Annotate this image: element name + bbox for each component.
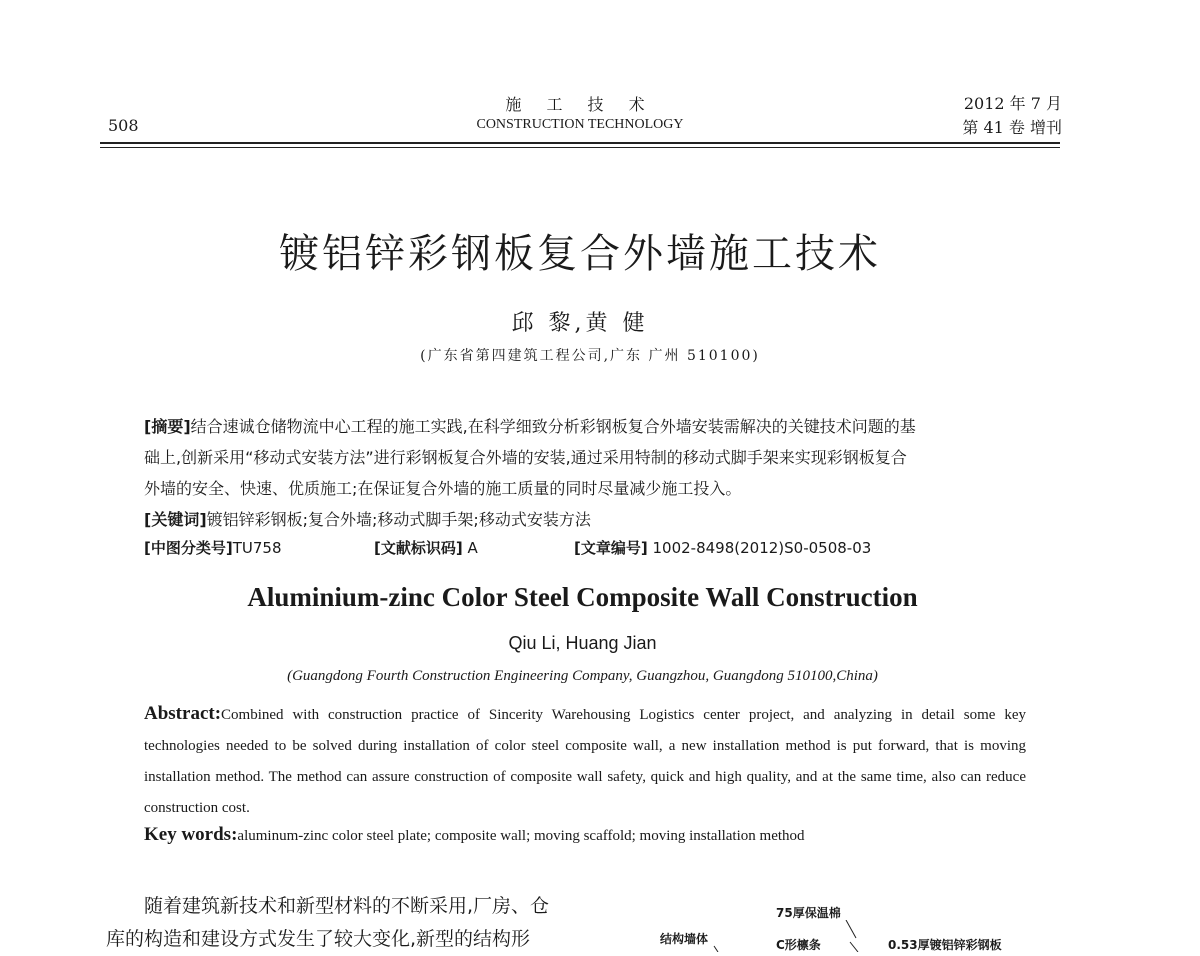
keywords-label-cn: [关键词] <box>144 510 207 529</box>
abstract-cn-text: 结合速诚仓储物流中心工程的施工实践,在科学细致分析彩钢板复合外墙安装需解决的关键技术问题的基 <box>190 417 916 436</box>
doc-code-value: A <box>467 539 478 557</box>
figure-label-wall: 结构墙体 <box>660 932 709 946</box>
keywords-cn <box>144 504 1034 535</box>
leader-line <box>850 942 858 952</box>
header-rule <box>100 142 1060 144</box>
figure-label-plate: 0.53厚镀铝锌彩钢板 <box>888 938 1002 952</box>
figure-label-purlin: C形檩条 <box>776 938 821 952</box>
abstract-label-en: Abstract: <box>144 703 222 724</box>
body-text <box>106 890 576 956</box>
doc-code-label: [文献标识码] <box>374 539 463 557</box>
authors-en: Qiu Li, Huang Jian <box>508 633 657 653</box>
abstract-cn-line <box>144 411 1034 442</box>
article-title-cn: 镀铝锌彩钢板复合外墙施工技术 <box>279 231 881 277</box>
header-rule-thin <box>100 147 1060 148</box>
doc-code <box>374 537 574 558</box>
body-line: 库的构造和建设方式发生了较大变化,新型的结构形 <box>106 928 531 950</box>
authors-cn: 邱 黎,黄 健 <box>511 311 649 336</box>
journal-name-cn: 施 工 技 术 <box>505 95 655 114</box>
journal-header <box>460 92 700 133</box>
issue-info <box>932 92 1062 140</box>
journal-name-en: CONSTRUCTION TECHNOLOGY <box>476 117 684 132</box>
class-number <box>144 537 374 558</box>
class-value: TU758 <box>232 539 282 557</box>
classification-row <box>144 537 871 558</box>
abstract-cn-line: 外墙的安全、快速、优质施工;在保证复合外墙的施工质量的同时尽量减少施工投入。 <box>144 479 742 498</box>
figure-leader-lines <box>700 920 880 952</box>
leader-line <box>846 920 856 938</box>
affiliation-en: (Guangdong Fourth Construction Engineering Company, Guangzhou, Guangdong 510100,China) <box>287 668 878 684</box>
article-number <box>574 537 871 558</box>
article-no-label: [文章编号] <box>574 539 648 557</box>
keywords-en-text: aluminum-zinc color steel plate; composite wall; moving scaffold; moving installation method <box>237 828 805 844</box>
keywords-en <box>144 824 805 846</box>
keywords-cn-text: 镀铝锌彩钢板;复合外墙;移动式脚手架;移动式安装方法 <box>206 510 591 529</box>
issue-volume: 第 41 卷 增刊 <box>962 118 1062 137</box>
body-line: 随着建筑新技术和新型材料的不断采用,厂房、仓 <box>144 895 550 917</box>
abstract-en <box>144 698 1026 824</box>
issue-date: 2012 年 7 月 <box>963 94 1062 113</box>
figure-label-insulation: 75厚保温棉 <box>776 906 841 920</box>
page-number: 508 <box>108 116 139 135</box>
article-title-en: Aluminium-zinc Color Steel Composite Wall Construction <box>247 582 918 612</box>
abstract-cn-line: 础上,创新采用“移动式安装方法”进行彩钢板复合外墙的安装,通过采用特制的移动式脚手架来实现彩钢板复合 <box>144 448 907 467</box>
keywords-label-en: Key words: <box>144 824 238 845</box>
affiliation-cn: (广东省第四建筑工程公司,广东 广州 510100) <box>420 348 760 364</box>
abstract-en-text: Combined with construction practice of Sincerity Warehousing Logistics center project, and analyzing in detail some key technologies needed to be solved during installation of color steel composite wall, a new installation method is put forward, that is moving installation method. The method can assure construction of composite wall safety, quick and high quality, and at the same time, also can reduce construction cost. <box>144 707 1026 816</box>
class-label: [中图分类号] <box>144 539 233 557</box>
article-no-value: 1002-8498(2012)S0-0508-03 <box>652 539 872 557</box>
leader-line <box>714 946 718 952</box>
abstract-cn <box>144 411 1034 535</box>
abstract-label-cn: [摘要] <box>144 417 191 436</box>
